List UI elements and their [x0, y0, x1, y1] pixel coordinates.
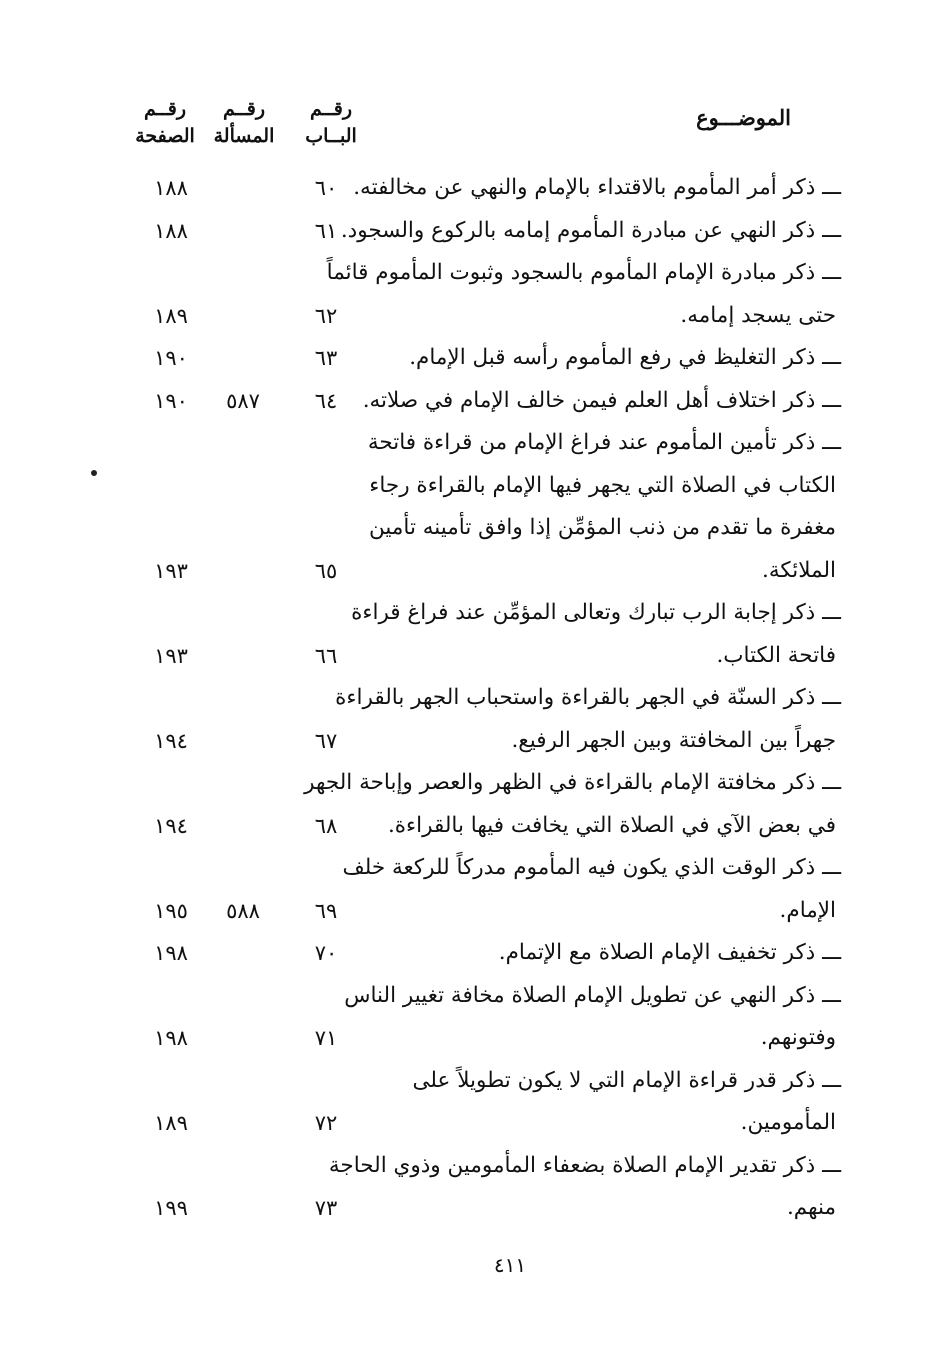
entry-text: ـــ ذكر قدر قراءة الإمام التي لا يكون تطويلاً على	[412, 1067, 841, 1093]
entry-line	[0, 762, 941, 805]
entry-text: الكتاب في الصلاة التي يجهر فيها الإمام بالقراءة رجاء	[369, 472, 836, 498]
entry-line	[0, 550, 941, 593]
entry-line	[0, 337, 941, 380]
index-entry	[0, 677, 941, 762]
entry-text: ـــ ذكر النهي عن مبادرة المأموم إمامه بالركوع والسجود.	[340, 217, 841, 243]
entry-line	[0, 1060, 941, 1103]
page-number: ١٨٩	[154, 1111, 188, 1135]
index-entry	[0, 762, 941, 847]
index-entry	[0, 380, 941, 423]
entry-line	[0, 1017, 941, 1060]
issue-number: ٥٨٧	[226, 388, 260, 413]
chapter-number: ٧٠	[314, 941, 338, 965]
entry-text: ـــ ذكر تقدير الإمام الصلاة بضعفاء المأمومين وذوي الحاجة	[328, 1152, 841, 1178]
index-entry	[0, 932, 941, 975]
header-page-number: رقــم الصفحة	[135, 98, 195, 147]
page-number: ١٩٨	[154, 941, 188, 965]
entry-line	[0, 167, 941, 210]
index-entry	[0, 422, 941, 592]
entry-line	[0, 847, 941, 890]
entry-text: وفتونهم.	[760, 1025, 836, 1050]
entry-text: ـــ ذكر إجابة الرب تبارك وتعالى المؤمِّن عند فراغ قراءة	[351, 600, 841, 625]
chapter-number: ٦٢	[314, 303, 338, 328]
chapter-number: ٦٣	[314, 346, 338, 370]
entry-text: منهم.	[786, 1195, 836, 1220]
entry-text: الإمام.	[779, 897, 836, 923]
entry-line	[0, 210, 941, 253]
entry-line	[0, 890, 941, 933]
entry-text: ـــ ذكر التغليظ في رفع المأموم رأسه قبل الإمام.	[409, 345, 841, 370]
entry-line	[0, 677, 941, 720]
header-issue-number: رقــم المسألة	[213, 98, 275, 147]
page-number: ١٩٩	[154, 1196, 188, 1220]
index-entries	[0, 167, 941, 1230]
entry-text: جهراً بين المخافتة وبين الجهر الرفيع.	[511, 727, 836, 753]
entry-text: في بعض الآي في الصلاة التي يخافت فيها بالقراءة.	[387, 812, 836, 838]
index-entry	[0, 337, 941, 380]
index-entry	[0, 1060, 941, 1145]
entry-line	[0, 805, 941, 848]
entry-line	[0, 1145, 941, 1188]
entry-text: ـــ ذكر أمر المأموم بالاقتداء بالإمام والنهي عن مخالفته.	[353, 175, 841, 200]
entry-line	[0, 252, 941, 295]
chapter-number: ٧٣	[314, 1196, 338, 1220]
margin-dot	[91, 470, 97, 476]
chapter-number: ٧٢	[314, 1111, 338, 1135]
page-number: ١٩٥	[154, 898, 188, 923]
entry-text: ـــ ذكر السنّة في الجهر بالقراءة واستحباب الجهر بالقراءة	[335, 685, 841, 710]
page-number: ١٩٣	[154, 558, 188, 583]
chapter-number: ٦٧	[314, 728, 338, 753]
entry-line	[0, 465, 941, 508]
entry-text: ـــ ذكر الوقت الذي يكون فيه المأموم مدركاً للركعة خلف	[342, 855, 841, 880]
issue-number: ٥٨٨	[226, 898, 260, 923]
chapter-number: ٦١	[314, 218, 338, 243]
entry-text: ـــ ذكر مبادرة الإمام المأموم بالسجود وثبوت المأموم قائماً	[326, 260, 841, 285]
index-entry	[0, 975, 941, 1060]
page-number: ١٩٤	[154, 813, 188, 838]
entry-line	[0, 380, 941, 423]
chapter-number: ٦٩	[314, 898, 338, 923]
header-topic: الموضـــوع	[696, 105, 791, 130]
header-chapter-number: رقــم البــاب	[305, 98, 357, 147]
entry-line	[0, 422, 941, 465]
chapter-number: ٦٦	[314, 643, 338, 668]
chapter-number: ٧١	[314, 1026, 338, 1050]
entry-line	[0, 635, 941, 678]
page-number: ١٩٠	[154, 388, 188, 413]
entry-text: المأمومين.	[740, 1110, 836, 1135]
chapter-number: ٦٤	[314, 388, 338, 413]
page-number: ١٩٤	[154, 728, 188, 753]
entry-line	[0, 932, 941, 975]
index-entry	[0, 847, 941, 932]
entry-text: ـــ ذكر اختلاف أهل العلم فيمن خالف الإمام في صلاته.	[362, 387, 841, 413]
entry-line	[0, 1187, 941, 1230]
chapter-number: ٦٨	[314, 813, 338, 838]
chapter-number: ٦٠	[314, 176, 338, 200]
index-entry	[0, 167, 941, 210]
index-entry	[0, 210, 941, 253]
entry-text: الملائكة.	[761, 557, 836, 583]
entry-text: ـــ ذكر مخافتة الإمام بالقراءة في الظهر والعصر وإباحة الجهر	[304, 770, 841, 795]
page-footer-number: ٤١١	[493, 1253, 527, 1277]
entry-text: ـــ ذكر النهي عن تطويل الإمام الصلاة مخافة تغيير الناس	[344, 982, 841, 1008]
page-number: ١٨٨	[154, 176, 188, 200]
entry-text: ـــ ذكر تأمين المأموم عند فراغ الإمام من قراءة فاتحة	[367, 430, 841, 455]
page-number: ١٩٠	[154, 346, 188, 370]
chapter-number: ٦٥	[314, 558, 338, 583]
page-number: ١٩٨	[154, 1026, 188, 1050]
entry-text: فاتحة الكتاب.	[716, 642, 836, 668]
entry-line	[0, 592, 941, 635]
entry-text: مغفرة ما تقدم من ذنب المؤمِّن إذا وافق تأمينه تأمين	[369, 515, 836, 540]
entry-line	[0, 1102, 941, 1145]
entry-line	[0, 975, 941, 1018]
index-entry	[0, 592, 941, 677]
page-number: ١٨٩	[154, 303, 188, 328]
entry-text: حتى يسجد إمامه.	[680, 302, 836, 328]
page-number: ١٩٣	[154, 643, 188, 668]
page-number: ١٨٨	[154, 218, 188, 243]
entry-line	[0, 720, 941, 763]
entry-line	[0, 295, 941, 338]
entry-text: ـــ ذكر تخفيف الإمام الصلاة مع الإتمام.	[498, 940, 841, 965]
index-entry	[0, 1145, 941, 1230]
index-entry	[0, 252, 941, 337]
entry-line	[0, 507, 941, 550]
